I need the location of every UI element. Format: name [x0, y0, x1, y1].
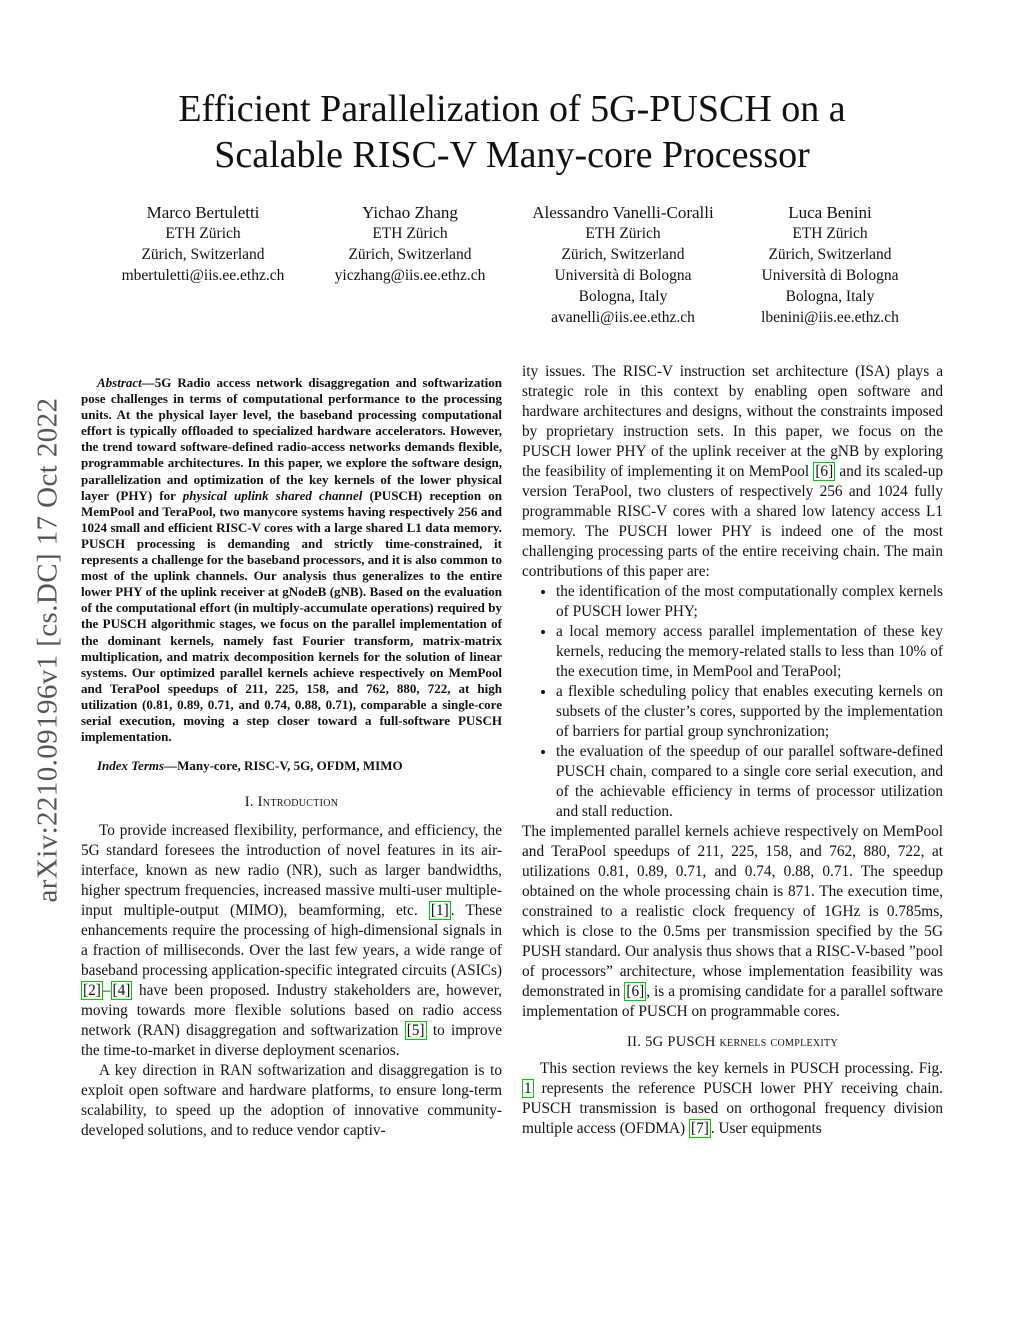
- author-location-2: Bologna, Italy: [578, 288, 668, 305]
- citation-link[interactable]: [5]: [406, 1022, 425, 1040]
- list-item: • a local memory access parallel implementation of these key kernels, reducing the memory-related stalls to less than 10% of the execution time, in MemPool and TeraPool;: [556, 622, 943, 682]
- text-run: . User equipments: [710, 1120, 822, 1137]
- author-location: Zürich, Switzerland: [141, 246, 265, 263]
- title-line-2: Scalable RISC-V Many-core Processor: [214, 134, 810, 176]
- author-email: avanelli@iis.ee.ethz.ch: [551, 309, 695, 326]
- author-email: mbertuletti@iis.ee.ethz.ch: [121, 267, 285, 284]
- abstract-italic-term: physical uplink shared channel: [182, 487, 363, 503]
- arxiv-sidebar: [28, 350, 68, 950]
- text-run: To provide increased flexibility, performance, and efficiency, the 5G standard foresees the introduction of novel features in its air-interface, known as new radio (NR), such as larger bandwidths, higher spectrum frequencies, increased massive multi-user multiple-input multiple-output (MIMO), beamforming, etc.: [81, 822, 502, 920]
- author-block-1: [118, 202, 288, 286]
- author-name: Yichao Zhang: [362, 203, 458, 222]
- right-column: [522, 362, 943, 1139]
- citation-link[interactable]: [1]: [430, 902, 449, 920]
- text-run: and its scaled-up version TeraPool, two clusters of respectively 256 and 1024 fully programmable RISC-V cores with a shared low latency access L1 memory. The PUSCH lower PHY is indeed one of the most challenging processing parts of the entire receiving chain. The main contributions of this paper are:: [522, 463, 944, 580]
- text-run: The implemented parallel kernels achieve respectively on MemPool and TeraPool speedups of 211, 225, 158, and 762, 880, 722, at utilizations 0.81, 0.89, 0.71, and 0.74, 0.88, 0.71. The speedup obtained on the whole processing chain is 871. The execution time, constrained to a realistic clock frequency of 1GHz is 0.785ms, which is close to the 0.5ms per transmission specified by the 5G PUSH standard. Our analysis thus shows that a RISC-V-based ”pool of processors” architecture, whose implementation feasibility was demonstrated in: [522, 823, 943, 1000]
- author-location: Zürich, Switzerland: [348, 246, 472, 263]
- paper-title: [0, 86, 1024, 178]
- author-affiliation: ETH Zürich: [792, 225, 868, 242]
- author-block-2: [320, 202, 500, 286]
- arxiv-identifier: arXiv:2210.09196v1 [cs.DC] 17 Oct 2022: [31, 397, 64, 903]
- author-email: lbenini@iis.ee.ethz.ch: [761, 309, 899, 326]
- figure-link[interactable]: 1: [524, 1080, 532, 1097]
- citation-link[interactable]: [6]: [626, 983, 645, 1000]
- author-affiliation: ETH Zürich: [585, 225, 661, 242]
- author-name: Alessandro Vanelli-Coralli: [532, 203, 714, 222]
- list-item: • the identification of the most computationally complex kernels of PUSCH lower PHY;: [556, 582, 943, 622]
- index-terms-text: —Many-core, RISC-V, 5G, OFDM, MIMO: [164, 758, 403, 774]
- intro-paragraph-1: [81, 821, 502, 1061]
- author-location: Zürich, Switzerland: [768, 246, 892, 263]
- text-run: , is a promising candidate for a parallel software implementation of PUSCH on programmable cores.: [522, 983, 943, 1020]
- author-block-4: [750, 202, 910, 328]
- intro-paragraph-2: A key direction in RAN softwarization and disaggregation is to exploit open software and hardware platforms, to ensure long-term scalability, to speed up the adoption of innovative community-developed solutions, and to reduce vendor captiv-: [81, 1062, 502, 1140]
- left-column: [81, 362, 502, 1141]
- text-run: ity issues. The RISC-V instruction set architecture (ISA) plays a strategic role in this context by enabling open software and hardware architectures and designs, without the constraints imposed by proprietary instruction sets. In this paper, we focus on the PUSCH lower PHY of the uplink receiver at the gNB by exploring the feasibility of implementing it on MemPool: [522, 363, 943, 480]
- abstract-label: Abstract: [97, 375, 142, 390]
- abstract-text-cont: (PUSCH) reception on MemPool and TeraPool, two manycore systems having respectively 256 and 1024 small and efficient RISC-V cores with a large shared L1 data memory. PUSCH processing is demanding and strictly time-constrained, it represents a challenge for the baseband processors, and it is also common to most of the uplink channels. Our analysis thus generalizes to the entire lower PHY of the uplink receiver at gNodeB (gNB). Based on the evaluation of the computational effort (in multiply-accumulate operations) required by the PUSCH algorithmic stages, we focus on the parallel implementation of the dominant kernels, namely fast Fourier transform, matrix-matrix multiplication, and matrix decomposition kernels for the solution of linear systems. Our optimized parallel kernels achieve respectively on MemPool and TeraPool speedups of 211, 225, 158, and 762, 880, 722, at high utilization (0.81, 0.89, 0.71, and 0.74, 0.88, 0.71), comparable a single-core serial execution, moving a step closer toward a full-software PUSCH implementation.: [81, 487, 503, 745]
- author-block-3: [520, 202, 726, 328]
- abstract: [81, 375, 502, 745]
- section2-paragraph-1: [522, 1059, 943, 1139]
- author-affiliation-2: Università di Bologna: [761, 267, 899, 284]
- author-affiliation: ETH Zürich: [372, 225, 448, 242]
- section-heading-introduction: I. Introduction: [244, 794, 339, 811]
- author-name: Marco Bertuletti: [146, 203, 260, 222]
- author-location-2: Bologna, Italy: [785, 288, 875, 305]
- text-run: represents the reference PUSCH lower PHY receiving chain. PUSCH transmission is based on orthogonal frequency division multiple access (OFDMA): [522, 1080, 943, 1137]
- author-affiliation-2: Università di Bologna: [554, 267, 692, 284]
- text-run: . These enhancements require the processing of high-dimensional signals in a fraction of milliseconds. Over the last few years, a wide range of baseband processing application-specific integrated circuits (ASICs): [81, 902, 502, 980]
- text-run: to improve the time-to-market in diverse deployment scenarios.: [81, 1022, 502, 1060]
- contributions-list: [522, 582, 943, 822]
- text-run: This section reviews the key kernels in PUSCH processing. Fig.: [540, 1060, 943, 1077]
- author-location: Zürich, Switzerland: [561, 246, 685, 263]
- text-run: have been proposed. Industry stakeholders are, however, moving towards more flexible solutions based on radio access network (RAN) disaggregation and softwarization: [81, 982, 502, 1040]
- index-terms: [81, 758, 502, 774]
- citation-link[interactable]: [4]: [112, 982, 131, 1000]
- citation-link[interactable]: [6]: [815, 463, 834, 480]
- citation-link[interactable]: [2]: [83, 982, 101, 1000]
- citation-link[interactable]: [7]: [690, 1120, 709, 1137]
- abstract-text: —5G Radio access network disaggregation and softwarization pose challenges in terms of computational performance to the processing units. At the physical layer level, the baseband processing computational effort is typically offloaded to specialized hardware accelerators. However, the trend toward software-defined radio-access networks demands flexible, programmable architectures. In this paper, we explore the software design, parallelization and optimization of the key kernels of the lower physical layer (PHY) for: [81, 375, 502, 503]
- section-heading-kernels: II. 5G PUSCH kernels complexity: [627, 1034, 838, 1050]
- list-item: • a flexible scheduling policy that enables executing kernels on subsets of the cluster’s cores, supported by the implementation of barriers for partial group synchronization;: [556, 682, 943, 742]
- intro-paragraph-2-cont: [522, 362, 943, 582]
- title-line-1: Efficient Parallelization of 5G-PUSCH on a: [178, 88, 846, 130]
- author-affiliation: ETH Zürich: [165, 225, 241, 242]
- list-item: • the evaluation of the speedup of our parallel software-defined PUSCH chain, compared to a single core serial execution, and of the achievable efficiency in terms of processor utilization and stall reduction.: [556, 742, 943, 822]
- author-name: Luca Benini: [788, 203, 872, 222]
- results-paragraph: [522, 822, 943, 1022]
- author-email: yiczhang@iis.ee.ethz.ch: [334, 267, 486, 284]
- text-run: –: [102, 982, 111, 1000]
- index-terms-label: Index Terms: [97, 758, 165, 774]
